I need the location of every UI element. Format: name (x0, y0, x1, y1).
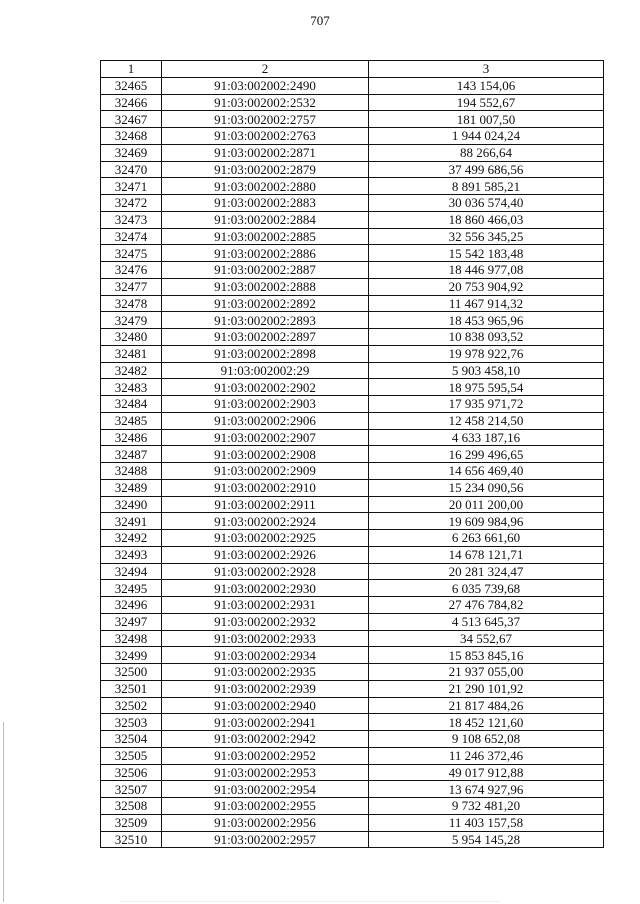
cadastral-value-cell: 10 838 093,52 (369, 329, 604, 346)
cadastral-value-cell: 30 036 574,40 (369, 195, 604, 212)
cadastral-value-table (100, 60, 604, 848)
cadastral-value-cell: 18 453 965,96 (369, 312, 604, 329)
table-row (101, 664, 604, 681)
cadastral-value-cell: 37 499 686,56 (369, 161, 604, 178)
table-row (101, 128, 604, 145)
row-index-cell: 32508 (101, 798, 162, 815)
cadastral-value-cell: 21 817 484,26 (369, 697, 604, 714)
cadastral-value-cell: 181 007,50 (369, 111, 604, 128)
row-index-cell: 32500 (101, 664, 162, 681)
cadastral-value-cell: 6 263 661,60 (369, 530, 604, 547)
cadastral-value-cell: 16 299 496,65 (369, 446, 604, 463)
row-index-cell: 32502 (101, 697, 162, 714)
cadastral-number-cell: 91:03:002002:2892 (162, 295, 369, 312)
cadastral-number-cell: 91:03:002002:2908 (162, 446, 369, 463)
cadastral-value-cell: 11 403 157,58 (369, 814, 604, 831)
row-index-cell: 32494 (101, 563, 162, 580)
row-index-cell: 32470 (101, 161, 162, 178)
cadastral-value-cell: 11 467 914,32 (369, 295, 604, 312)
cadastral-number-cell: 91:03:002002:2930 (162, 580, 369, 597)
cadastral-number-cell: 91:03:002002:2879 (162, 161, 369, 178)
cadastral-value-table-container (100, 60, 604, 848)
column-header-cadastral-number: 2 (162, 61, 369, 78)
cadastral-number-cell: 91:03:002002:2532 (162, 94, 369, 111)
table-row (101, 245, 604, 262)
cadastral-number-cell: 91:03:002002:2932 (162, 613, 369, 630)
table-row (101, 295, 604, 312)
cadastral-number-cell: 91:03:002002:2884 (162, 211, 369, 228)
cadastral-number-cell: 91:03:002002:2880 (162, 178, 369, 195)
row-index-cell: 32488 (101, 463, 162, 480)
cadastral-number-cell: 91:03:002002:2939 (162, 680, 369, 697)
table-row (101, 597, 604, 614)
table-row (101, 161, 604, 178)
table-row (101, 747, 604, 764)
table-row (101, 396, 604, 413)
table-row (101, 94, 604, 111)
table-row (101, 814, 604, 831)
table-row (101, 77, 604, 94)
table-row (101, 178, 604, 195)
row-index-cell: 32483 (101, 379, 162, 396)
cadastral-value-cell: 1 944 024,24 (369, 128, 604, 145)
cadastral-number-cell: 91:03:002002:2957 (162, 831, 369, 848)
cadastral-value-cell: 15 234 090,56 (369, 479, 604, 496)
cadastral-value-cell: 20 011 200,00 (369, 496, 604, 513)
table-row (101, 345, 604, 362)
cadastral-value-cell: 21 937 055,00 (369, 664, 604, 681)
table-row (101, 312, 604, 329)
row-index-cell: 32475 (101, 245, 162, 262)
cadastral-number-cell: 91:03:002002:2910 (162, 479, 369, 496)
table-row (101, 262, 604, 279)
row-index-cell: 32504 (101, 731, 162, 748)
cadastral-number-cell: 91:03:002002:2898 (162, 345, 369, 362)
cadastral-number-cell: 91:03:002002:2902 (162, 379, 369, 396)
cadastral-number-cell: 91:03:002002:2935 (162, 664, 369, 681)
cadastral-number-cell: 91:03:002002:2888 (162, 278, 369, 295)
cadastral-number-cell: 91:03:002002:2893 (162, 312, 369, 329)
cadastral-value-cell: 18 446 977,08 (369, 262, 604, 279)
row-index-cell: 32507 (101, 781, 162, 798)
row-index-cell: 32499 (101, 647, 162, 664)
cadastral-value-cell: 14 656 469,40 (369, 463, 604, 480)
row-index-cell: 32480 (101, 329, 162, 346)
row-index-cell: 32469 (101, 144, 162, 161)
cadastral-number-cell: 91:03:002002:2886 (162, 245, 369, 262)
table-row (101, 446, 604, 463)
cadastral-value-cell: 9 108 652,08 (369, 731, 604, 748)
row-index-cell: 32509 (101, 814, 162, 831)
row-index-cell: 32495 (101, 580, 162, 597)
cadastral-value-cell: 88 266,64 (369, 144, 604, 161)
cadastral-number-cell: 91:03:002002:2757 (162, 111, 369, 128)
row-index-cell: 32465 (101, 77, 162, 94)
cadastral-value-cell: 8 891 585,21 (369, 178, 604, 195)
row-index-cell: 32487 (101, 446, 162, 463)
row-index-cell: 32486 (101, 429, 162, 446)
cadastral-value-cell: 15 853 845,16 (369, 647, 604, 664)
cadastral-value-cell: 4 633 187,16 (369, 429, 604, 446)
cadastral-number-cell: 91:03:002002:2942 (162, 731, 369, 748)
cadastral-value-cell: 32 556 345,25 (369, 228, 604, 245)
cadastral-number-cell: 91:03:002002:29 (162, 362, 369, 379)
table-row (101, 630, 604, 647)
row-index-cell: 32466 (101, 94, 162, 111)
row-index-cell: 32491 (101, 513, 162, 530)
table-row (101, 362, 604, 379)
table-row (101, 211, 604, 228)
column-header-value: 3 (369, 61, 604, 78)
row-index-cell: 32503 (101, 714, 162, 731)
cadastral-number-cell: 91:03:002002:2954 (162, 781, 369, 798)
table-row (101, 530, 604, 547)
cadastral-number-cell: 91:03:002002:2911 (162, 496, 369, 513)
table-row (101, 563, 604, 580)
row-index-cell: 32481 (101, 345, 162, 362)
cadastral-value-cell: 194 552,67 (369, 94, 604, 111)
table-row (101, 580, 604, 597)
row-index-cell: 32492 (101, 530, 162, 547)
scan-artifact (120, 901, 500, 902)
table-row (101, 496, 604, 513)
table-row (101, 329, 604, 346)
table-row (101, 379, 604, 396)
cadastral-number-cell: 91:03:002002:2955 (162, 798, 369, 815)
row-index-cell: 32478 (101, 295, 162, 312)
cadastral-number-cell: 91:03:002002:2906 (162, 412, 369, 429)
table-row (101, 798, 604, 815)
table-row (101, 764, 604, 781)
table-body (101, 77, 604, 848)
cadastral-value-cell: 34 552,67 (369, 630, 604, 647)
cadastral-number-cell: 91:03:002002:2897 (162, 329, 369, 346)
cadastral-value-cell: 15 542 183,48 (369, 245, 604, 262)
cadastral-value-cell: 18 452 121,60 (369, 714, 604, 731)
cadastral-number-cell: 91:03:002002:2940 (162, 697, 369, 714)
table-row (101, 228, 604, 245)
cadastral-number-cell: 91:03:002002:2934 (162, 647, 369, 664)
cadastral-value-cell: 17 935 971,72 (369, 396, 604, 413)
table-row (101, 714, 604, 731)
row-index-cell: 32489 (101, 479, 162, 496)
cadastral-number-cell: 91:03:002002:2871 (162, 144, 369, 161)
row-index-cell: 32505 (101, 747, 162, 764)
table-row (101, 680, 604, 697)
cadastral-value-cell: 21 290 101,92 (369, 680, 604, 697)
table-row (101, 412, 604, 429)
row-index-cell: 32479 (101, 312, 162, 329)
cadastral-number-cell: 91:03:002002:2952 (162, 747, 369, 764)
cadastral-number-cell: 91:03:002002:2763 (162, 128, 369, 145)
cadastral-value-cell: 12 458 214,50 (369, 412, 604, 429)
row-index-cell: 32468 (101, 128, 162, 145)
cadastral-number-cell: 91:03:002002:2490 (162, 77, 369, 94)
scan-edge-line (3, 722, 4, 902)
row-index-cell: 32490 (101, 496, 162, 513)
table-row (101, 278, 604, 295)
cadastral-value-cell: 6 035 739,68 (369, 580, 604, 597)
row-index-cell: 32484 (101, 396, 162, 413)
cadastral-number-cell: 91:03:002002:2953 (162, 764, 369, 781)
table-row (101, 144, 604, 161)
cadastral-number-cell: 91:03:002002:2924 (162, 513, 369, 530)
cadastral-number-cell: 91:03:002002:2903 (162, 396, 369, 413)
cadastral-value-cell: 18 860 466,03 (369, 211, 604, 228)
table-row (101, 463, 604, 480)
column-header-number: 1 (101, 61, 162, 78)
cadastral-value-cell: 5 903 458,10 (369, 362, 604, 379)
table-row (101, 781, 604, 798)
table-row (101, 429, 604, 446)
row-index-cell: 32471 (101, 178, 162, 195)
cadastral-value-cell: 19 978 922,76 (369, 345, 604, 362)
row-index-cell: 32482 (101, 362, 162, 379)
table-row (101, 697, 604, 714)
row-index-cell: 32496 (101, 597, 162, 614)
table-row (101, 647, 604, 664)
table-row (101, 613, 604, 630)
cadastral-value-cell: 9 732 481,20 (369, 798, 604, 815)
table-row (101, 513, 604, 530)
table-row (101, 111, 604, 128)
cadastral-value-cell: 4 513 645,37 (369, 613, 604, 630)
cadastral-number-cell: 91:03:002002:2933 (162, 630, 369, 647)
cadastral-number-cell: 91:03:002002:2909 (162, 463, 369, 480)
cadastral-value-cell: 49 017 912,88 (369, 764, 604, 781)
cadastral-number-cell: 91:03:002002:2885 (162, 228, 369, 245)
cadastral-value-cell: 14 678 121,71 (369, 546, 604, 563)
cadastral-value-cell: 18 975 595,54 (369, 379, 604, 396)
cadastral-value-cell: 5 954 145,28 (369, 831, 604, 848)
row-index-cell: 32501 (101, 680, 162, 697)
cadastral-number-cell: 91:03:002002:2925 (162, 530, 369, 547)
table-header-row (101, 61, 604, 78)
row-index-cell: 32497 (101, 613, 162, 630)
cadastral-number-cell: 91:03:002002:2941 (162, 714, 369, 731)
row-index-cell: 32467 (101, 111, 162, 128)
cadastral-number-cell: 91:03:002002:2931 (162, 597, 369, 614)
row-index-cell: 32506 (101, 764, 162, 781)
row-index-cell: 32477 (101, 278, 162, 295)
cadastral-value-cell: 20 281 324,47 (369, 563, 604, 580)
row-index-cell: 32510 (101, 831, 162, 848)
row-index-cell: 32476 (101, 262, 162, 279)
cadastral-number-cell: 91:03:002002:2883 (162, 195, 369, 212)
row-index-cell: 32473 (101, 211, 162, 228)
table-row (101, 195, 604, 212)
row-index-cell: 32498 (101, 630, 162, 647)
cadastral-number-cell: 91:03:002002:2956 (162, 814, 369, 831)
page-number: 707 (310, 13, 330, 28)
cadastral-number-cell: 91:03:002002:2907 (162, 429, 369, 446)
cadastral-value-cell: 19 609 984,96 (369, 513, 604, 530)
table-row (101, 479, 604, 496)
cadastral-value-cell: 27 476 784,82 (369, 597, 604, 614)
cadastral-number-cell: 91:03:002002:2928 (162, 563, 369, 580)
table-row (101, 731, 604, 748)
cadastral-value-cell: 20 753 904,92 (369, 278, 604, 295)
row-index-cell: 32485 (101, 412, 162, 429)
cadastral-number-cell: 91:03:002002:2926 (162, 546, 369, 563)
row-index-cell: 32493 (101, 546, 162, 563)
table-row (101, 831, 604, 848)
cadastral-number-cell: 91:03:002002:2887 (162, 262, 369, 279)
cadastral-value-cell: 11 246 372,46 (369, 747, 604, 764)
table-row (101, 546, 604, 563)
row-index-cell: 32474 (101, 228, 162, 245)
row-index-cell: 32472 (101, 195, 162, 212)
cadastral-value-cell: 13 674 927,96 (369, 781, 604, 798)
cadastral-value-cell: 143 154,06 (369, 77, 604, 94)
